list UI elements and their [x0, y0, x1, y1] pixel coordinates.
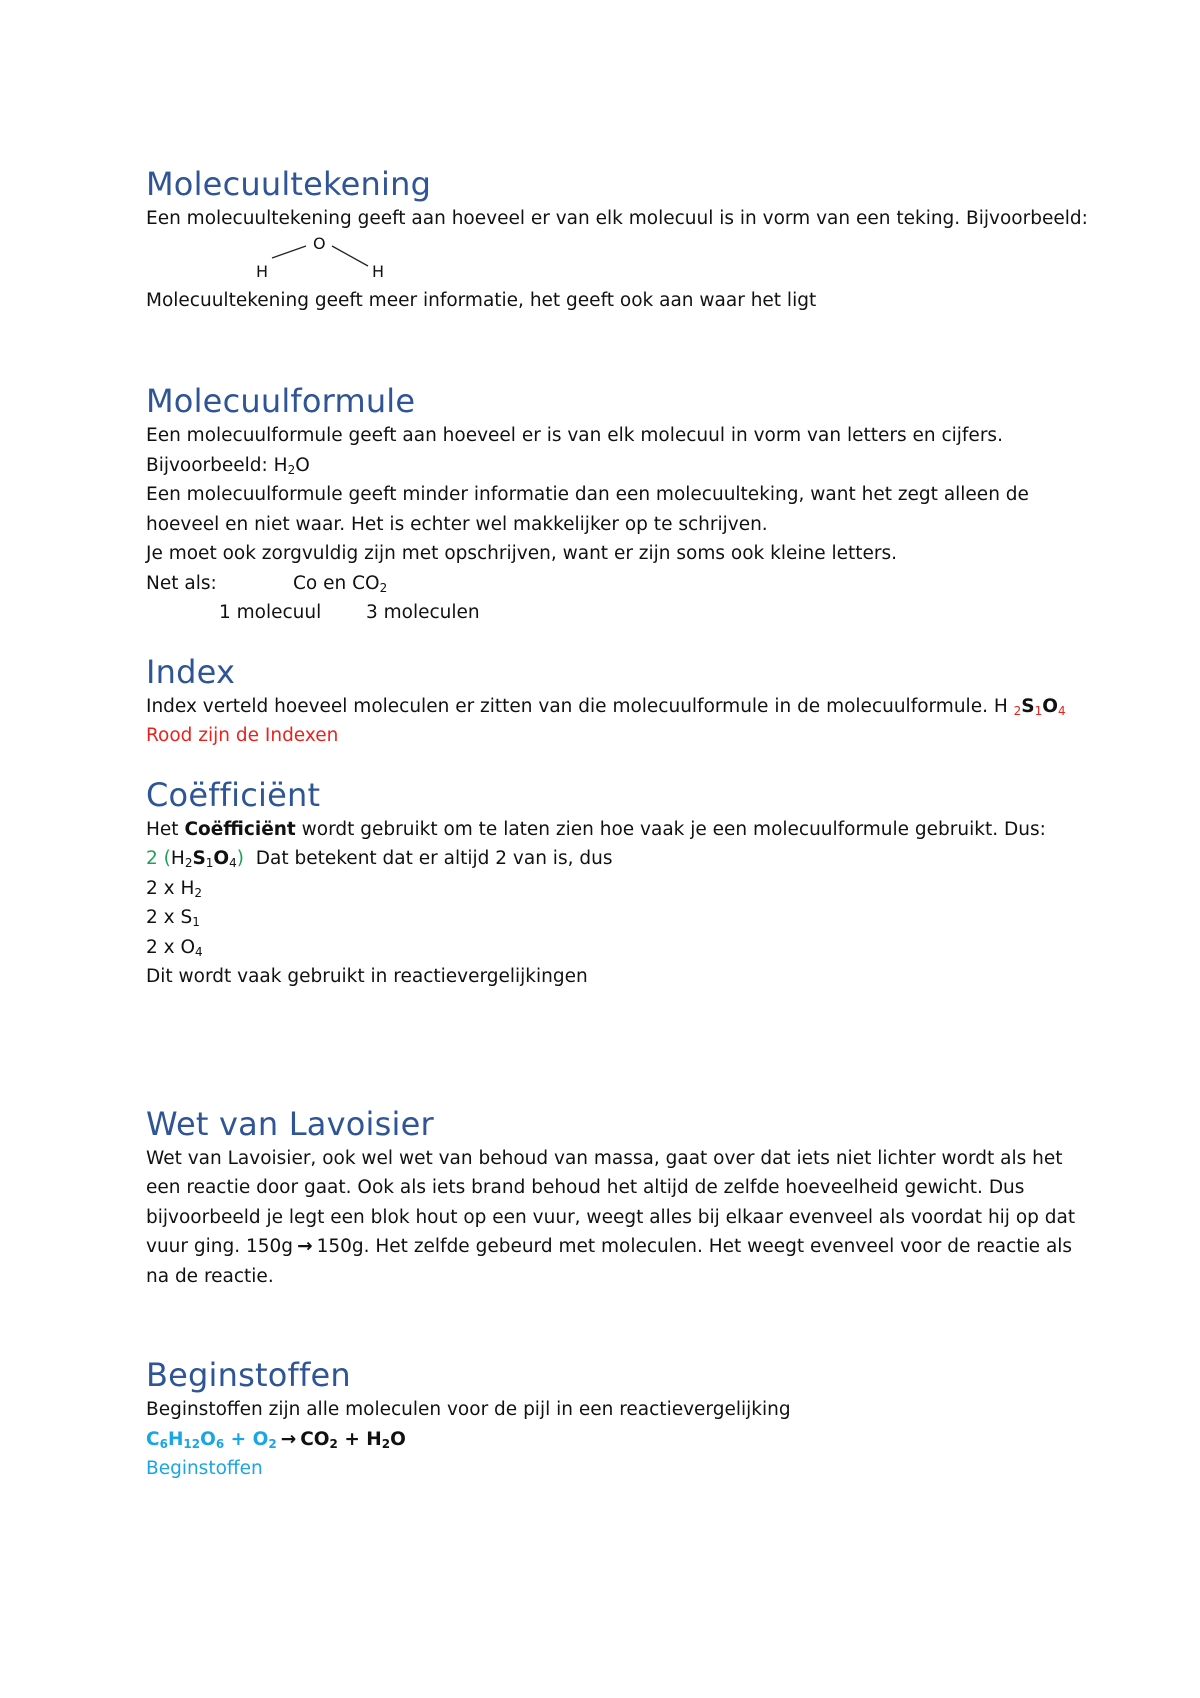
coef-paren-open: ( [163, 848, 171, 869]
example-label: Bijvoorbeeld: H [146, 454, 288, 476]
eq-plus-h: + H [337, 1428, 382, 1450]
paragraph-coefficient-1 [146, 815, 1066, 845]
eq-h-sub: 12 [183, 1436, 201, 1451]
eq-h2o-end: O [390, 1428, 406, 1450]
document-body [146, 164, 1088, 1484]
eq-c-sub: 6 [159, 1436, 168, 1451]
eq-co-sub: 2 [329, 1436, 338, 1451]
paragraph-molecuulformule-3: Een molecuulformule geeft minder informatie dan een molecuulteking, want het zegt alleen de [146, 484, 1029, 505]
water-molecule-diagram [146, 234, 1066, 286]
paragraph-index-1 [146, 692, 1066, 722]
paragraph-lavoisier-2: een reactie door gaat. Ook als iets brand behoud het altijd de zelfde hoeveelheid gewicht. Dus [146, 1177, 1025, 1198]
coef-row-o [146, 933, 1066, 963]
eq-o-sub: 6 [215, 1436, 225, 1451]
paragraph-beginstoffen-1: Beginstoffen zijn alle moleculen voor de pijl in een reactievergelijking [146, 1399, 791, 1420]
reaction-arrow-icon: → [280, 1428, 297, 1450]
coef-number: 2 [146, 848, 158, 869]
eq-plus-o: + O [224, 1428, 269, 1450]
paragraph-lavoisier-5: na de reactie. [146, 1265, 274, 1287]
atom-hydrogen-right: H [372, 261, 385, 281]
coef-row-h-text: 2 x H [146, 877, 195, 899]
net-als-formula [293, 569, 387, 599]
eq-o: O [200, 1428, 216, 1450]
heading-lavoisier: Wet van Lavoisier [146, 1104, 434, 1143]
paragraph-molecuultekening-2: Molecuultekening geeft meer informatie, het geeft ook aan waar het ligt [146, 289, 817, 311]
coef-line1-bold: Coëfficiënt [184, 818, 296, 840]
index-o: O [1042, 695, 1058, 717]
paragraph-lavoisier-3: bijvoorbeeld je legt een blok hout op een vuur, weegt alles bij elkaar evenveel als voordat hij op dat [146, 1206, 1076, 1228]
paragraph-index-2: Rood zijn de Indexen [146, 725, 339, 746]
arrow-icon: → [297, 1236, 313, 1257]
coef-row-o-sub: 4 [195, 944, 203, 959]
example-subscript: 2 [287, 462, 296, 477]
paragraph-lavoisier-4 [146, 1232, 1073, 1262]
lavoisier-line4-post: 150g. Het zelfde gebeurd met moleculen. Het weegt evenveel voor de reactie als [316, 1236, 1073, 1257]
coef-row-s [146, 903, 1066, 933]
paragraph-molecuulformule-5: Je moet ook zorgvuldig zijn met opschrijven, want er zijn soms ook kleine letters. [146, 543, 898, 564]
paragraph-molecuulformule-example [146, 451, 1066, 481]
bond-lines [146, 234, 446, 286]
eq-h: H [167, 1428, 184, 1450]
index-text: Index verteld hoeveel moleculen er zitten van die molecuulformule in de molecuulformule. H [146, 695, 1008, 717]
beginstoffen-legend: Beginstoffen [146, 1458, 263, 1479]
paragraph-coefficient-end: Dit wordt vaak gebruikt in reactievergelijkingen [146, 966, 588, 987]
paragraph-molecuulformule-1: Een molecuulformule geeft aan hoeveel er is van elk molecuul in vorm van letters en cijfers. [146, 425, 1003, 446]
coef-line1-pre: Het [146, 818, 185, 840]
net-als-formula-sub: 2 [379, 580, 388, 595]
coef-line2-post: Dat betekent dat er altijd 2 van is, dus [244, 848, 613, 869]
index-s: S [1021, 695, 1035, 717]
eq-co: CO [300, 1428, 330, 1450]
index-sub-s: 1 [1034, 703, 1043, 718]
atom-oxygen: O [313, 233, 326, 253]
coef-o-sub: 4 [229, 856, 237, 870]
example-end: O [295, 454, 310, 476]
net-als-label: Net als: [146, 572, 217, 594]
eq-c: C [146, 1428, 160, 1450]
heading-index: Index [146, 652, 236, 691]
paragraph-coefficient-2 [146, 844, 1066, 874]
heading-molecuultekening: Molecuultekening [146, 165, 432, 203]
coef-row-s-sub: 1 [192, 915, 200, 929]
bond-left [272, 246, 306, 258]
lavoisier-line4-pre: vuur ging. 150g [146, 1236, 294, 1257]
heading-coefficient: Coëfficiënt [146, 775, 321, 814]
coef-line1-post: wordt gebruikt om te laten zien hoe vaak je een molecuulformule gebruikt. Dus: [295, 818, 1046, 840]
coef-o: O [213, 848, 230, 869]
index-sub-o: 4 [1057, 703, 1066, 718]
coef-row-o-text: 2 x O [146, 936, 196, 958]
heading-beginstoffen: Beginstoffen [146, 1356, 351, 1394]
eq-o2-sub: 2 [268, 1436, 277, 1451]
paragraph-lavoisier-1: Wet van Lavoisier, ook wel wet van behoud van massa, gaat over dat iets niet lichter wordt als het [146, 1147, 1063, 1169]
coef-h-sub: 2 [184, 856, 193, 870]
coef-row-h [146, 874, 1066, 904]
atom-hydrogen-left: H [256, 261, 269, 281]
bond-right [332, 246, 368, 266]
count-1: 1 molecuul [219, 602, 322, 623]
reaction-equation [146, 1425, 1066, 1455]
heading-molecuulformule: Molecuulformule [146, 382, 416, 420]
coef-s: S [192, 848, 206, 869]
coef-paren-close: ) [236, 848, 245, 869]
coef-s-sub: 1 [205, 856, 214, 870]
coef-row-s-text: 2 x S [146, 907, 193, 928]
paragraph-molecuultekening-1: Een molecuultekening geeft aan hoeveel er van elk molecuul is in vorm van een teking. Bijvoorbeeld: [146, 208, 1088, 229]
count-2: 3 moleculen [366, 602, 480, 623]
molecule-count-row [146, 598, 1066, 628]
net-als-formula-text: Co en CO [293, 572, 380, 594]
net-als-row [146, 569, 1066, 599]
coef-h: H [170, 848, 185, 869]
eq-h2o-sub: 2 [381, 1436, 391, 1451]
coef-row-h-sub: 2 [194, 885, 203, 900]
index-sub-h: 2 [1013, 703, 1022, 718]
paragraph-molecuulformule-4: hoeveel en niet waar. Het is echter wel makkelijker op te schrijven. [146, 513, 768, 535]
